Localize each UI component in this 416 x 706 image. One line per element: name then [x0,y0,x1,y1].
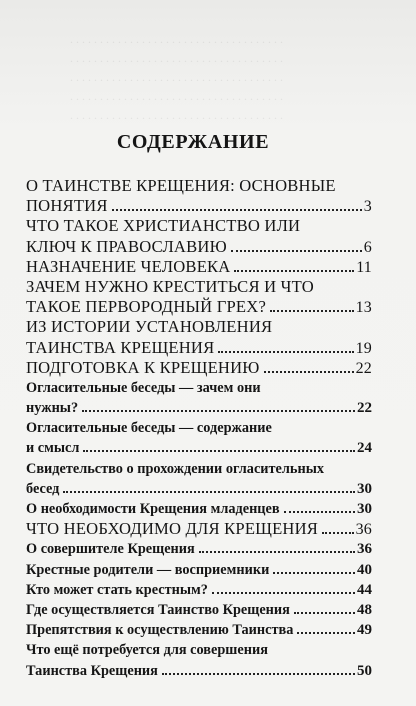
toc-entry-text: ЧТО ТАКОЕ ХРИСТИАНСТВО ИЛИ [26,216,301,236]
page-number: 24 [357,440,372,457]
page-number: 48 [357,601,372,618]
dot-leader [322,532,354,534]
page-number: 44 [357,581,372,598]
toc-entry-text: НАЗНАЧЕНИЕ ЧЕЛОВЕКА [26,256,231,276]
toc-entry[interactable] [26,560,372,580]
dot-leader [231,250,362,252]
page-number: 22 [357,400,372,417]
toc-entry-text: Кто может стать крестным? [26,581,208,598]
toc-entry-text: нужны? [26,400,79,417]
page-number: 40 [357,561,372,578]
toc-entry[interactable] [26,580,372,600]
dot-leader [273,572,355,574]
dot-leader [83,450,355,452]
dot-leader [162,673,355,675]
toc-entry[interactable] [26,539,372,559]
dot-leader [199,551,355,553]
page-number: 36 [355,521,372,539]
toc-entry-text: Таинства Крещения [26,662,158,679]
toc-entry[interactable] [26,358,372,378]
toc-entry-text: КЛЮЧ К ПРАВОСЛАВИЮ [26,236,227,256]
toc-entry-text: ПОНЯТИЯ [26,196,108,216]
dot-leader [294,612,355,614]
page-number: 19 [355,339,372,357]
toc-entry[interactable] [26,600,372,620]
toc-entry[interactable] [26,317,372,357]
page-number: 30 [357,480,372,497]
toc-entry-text: и смысл [26,440,80,457]
toc-entry-text: ЧТО НЕОБХОДИМО ДЛЯ КРЕЩЕНИЯ [26,519,319,539]
page-number: 49 [357,622,372,639]
toc-entry-text: бесед [26,480,60,497]
toc-entry-text: Где осуществляется Таинство Крещения [26,601,290,618]
toc-entry-text: Огласительные беседы — зачем они [26,379,261,396]
toc-entry[interactable] [26,459,372,499]
page-number: 30 [357,501,372,517]
dot-leader [218,351,353,353]
dot-leader [82,410,355,412]
dot-leader [212,592,355,594]
toc-entry-text: Свидетельство о прохождении огласительных [26,460,325,477]
dot-leader [234,270,354,272]
toc-entry-text: О необходимости Крещения младенцев [26,501,280,517]
toc-entry-text: ПОДГОТОВКА К КРЕЩЕНИЮ [26,357,260,377]
toc-entry-text: ЗАЧЕМ НУЖНО КРЕСТИТЬСЯ И ЧТО [26,276,314,296]
toc-entry-text: ТАИНСТВА КРЕЩЕНИЯ [26,337,215,357]
toc-entry-text: ИЗ ИСТОРИИ УСТАНОВЛЕНИЯ [26,317,273,337]
page-number: 13 [355,299,372,317]
page-number: 3 [363,198,372,216]
show-through-text: . . . . . . . . . . . . . . . . . . . . . . . . . . . . . . . . . . . . . . . . . . . . . . . . . . . . . . . . . . . . . . . . . . . . . . . . . . . . . . . . . . . . . . . . . . . . . . . . . . . . . . . . . . . . . . . . . . . . . . . . . . . . . . . . . . . . . . . . . . . . . . . . . . . . . . . . . . . . . . . . . . . . . . . . . . . . . . . . . . . . [70,32,283,122]
toc-entry[interactable] [26,519,372,539]
page-number: 11 [356,258,372,276]
toc-entry-text: Препятствия к осуществлению Таинства [26,622,294,639]
page-number: 36 [357,541,372,558]
toc-entry[interactable] [26,378,372,418]
toc-entry-text: ТАКОЕ ПЕРВОРОДНЫЙ ГРЕХ? [26,297,267,317]
dot-leader [63,491,355,493]
toc-entry[interactable] [26,176,372,216]
page-number: 22 [355,359,372,377]
dot-leader [270,310,354,312]
toc-entry[interactable] [26,277,372,317]
toc-entry[interactable] [26,499,372,519]
page-number: 6 [363,238,372,256]
toc-entry-text: Огласительные беседы — содержание [26,420,272,437]
toc-entry[interactable] [26,257,372,277]
toc-entry[interactable] [26,216,372,256]
toc-entry-text: Что ещё потребуется для совершения [26,642,268,659]
toc-entry-text: Крестные родители — восприемники [26,561,270,578]
toc-entry-text: О совершителе Крещения [26,541,195,558]
toc-entry-text: О ТАИНСТВЕ КРЕЩЕНИЯ: ОСНОВНЫЕ [26,176,336,195]
dot-leader [284,511,355,513]
dot-leader [112,209,362,211]
toc-entry[interactable] [26,620,372,640]
dot-leader [264,371,354,373]
toc-entry[interactable] [26,418,372,458]
page-number: 50 [357,662,372,679]
table-of-contents [26,176,372,681]
toc-entry[interactable] [26,640,372,680]
dot-leader [297,632,355,634]
page-title: СОДЕРЖАНИЕ [116,131,270,153]
